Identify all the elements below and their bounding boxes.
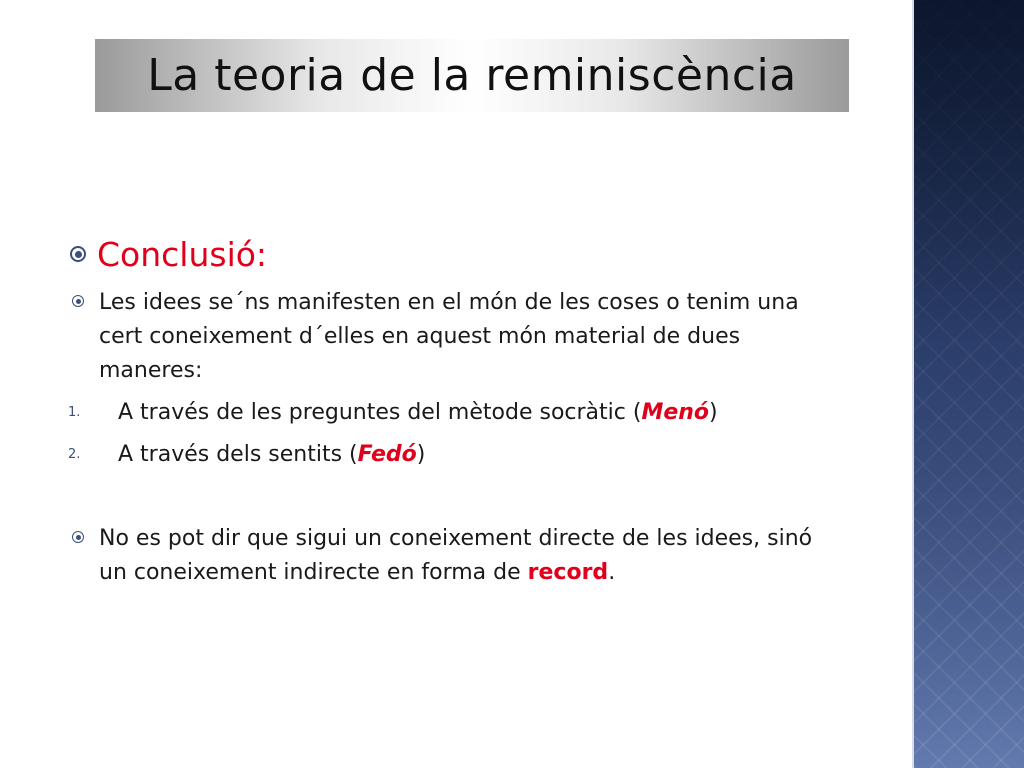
title-band [95, 39, 849, 112]
heading-row [68, 232, 828, 278]
paragraph-1 [70, 286, 828, 388]
emphasis-record: record [527, 560, 609, 585]
emphasis-meno: Menó [641, 400, 710, 425]
slide-content [68, 232, 828, 590]
list-item-1 [68, 396, 828, 430]
conclusion-heading: Conclusió: [97, 235, 268, 274]
paragraph-2-text: No es pot dir que sigui un coneixement directe de les idees, sinó un coneixement indirecte en forma de record. [99, 526, 813, 585]
radio-bullet-icon [68, 246, 90, 268]
radio-bullet-icon [70, 293, 88, 311]
list-item-number: 1. [68, 405, 81, 420]
list-item-text: A través de les preguntes del mètode socràtic (Menó) [118, 400, 718, 425]
list-item-text: A través dels sentits (Fedó) [118, 442, 426, 467]
list-item-2 [68, 438, 828, 472]
list-item-number: 2. [68, 447, 81, 462]
slide-title: La teoria de la reminiscència [147, 50, 797, 101]
radio-bullet-icon [70, 529, 88, 547]
decorative-side-panel [912, 0, 1024, 768]
emphasis-fedo: Fedó [357, 442, 417, 467]
paragraph-1-text: Les idees se´ns manifesten en el món de les coses o tenim una cert coneixement d´elles en aquest món material de dues maneres: [99, 290, 799, 383]
paragraph-2 [70, 522, 828, 590]
